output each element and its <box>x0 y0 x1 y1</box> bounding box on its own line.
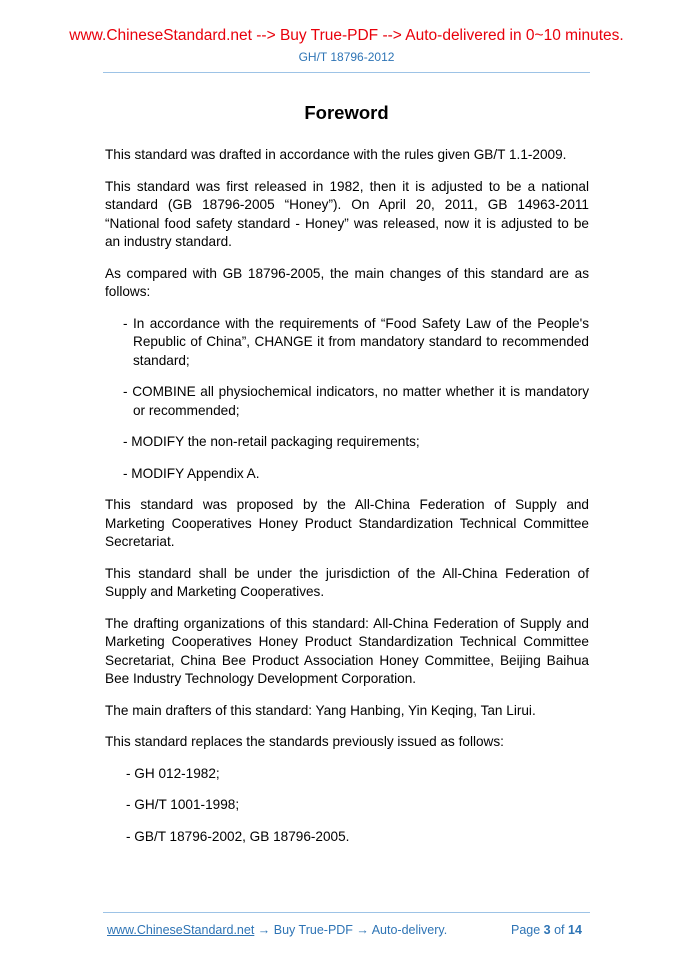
page-number <box>511 923 582 937</box>
list-item: - GB/T 18796-2002, GB 18796-2005. <box>126 828 350 844</box>
foreword-body <box>105 146 589 859</box>
paragraph-changes-intro: As compared with GB 18796-2005, the main changes of this standard are as follows: <box>105 265 589 299</box>
page-of: of <box>550 923 568 937</box>
header-banner: www.ChineseStandard.net --> Buy True-PDF --> Auto-delivered in 0~10 minutes. <box>69 27 624 44</box>
footer-divider <box>103 912 590 913</box>
page-label: Page <box>511 923 544 937</box>
page-title: Foreword <box>304 102 389 123</box>
list-item: - MODIFY the non-retail packaging requirements; <box>123 434 420 449</box>
list-item: - GH 012-1982; <box>126 765 220 781</box>
paragraph-replaces-intro: This standard replaces the standards previously issued as follows: <box>105 734 504 749</box>
paragraph-history: This standard was first released in 1982, then it is adjusted to be a national standard (GB 18796-2005 “Honey”). On April 20, 2011, GB 14963-2011 “National food safety standard - Honey” was released, now it is adjusted to be an industry standard. <box>105 178 589 249</box>
footer-promo <box>107 923 447 937</box>
paragraph-proposed-by: This standard was proposed by the All-China Federation of Supply and Marketing Cooperatives Honey Product Standardization Technical Committee Secretariat. <box>105 497 589 549</box>
header-divider <box>103 72 590 73</box>
footer-promo-text: → Buy True-PDF → Auto-delivery. <box>254 923 448 937</box>
footer-website-link[interactable]: www.ChineseStandard.net <box>107 923 255 937</box>
list-item: - MODIFY Appendix A. <box>123 465 260 481</box>
header-standard-number: GH/T 18796-2012 <box>298 50 395 64</box>
page-current: 3 <box>543 923 551 937</box>
paragraph-drafting-organizations: The drafting organizations of this standard: All-China Federation of Supply and Marketing Cooperatives Honey Product Standardization Technical Committee Secretariat, China Bee Product Association Honey Committee, Beijing Baihua Bee Industry Technology Development Corporation. <box>105 615 589 686</box>
list-item: - In accordance with the requirements of “Food Safety Law of the People's Republic of China”, CHANGE it from mandatory standard to recommended standard; <box>123 315 589 368</box>
list-item: - COMBINE all physiochemical indicators, no matter whether it is mandatory or recommended; <box>123 384 589 418</box>
paragraph-drafters: The main drafters of this standard: Yang Hanbing, Yin Keqing, Tan Lirui. <box>105 702 536 718</box>
paragraph-jurisdiction: This standard shall be under the jurisdiction of the All-China Federation of Supply and Marketing Cooperatives. <box>105 565 589 599</box>
list-item: - GH/T 1001-1998; <box>126 797 240 812</box>
paragraph-drafting-rules: This standard was drafted in accordance with the rules given GB/T 1.1-2009. <box>105 147 567 162</box>
page-total: 14 <box>568 923 582 937</box>
